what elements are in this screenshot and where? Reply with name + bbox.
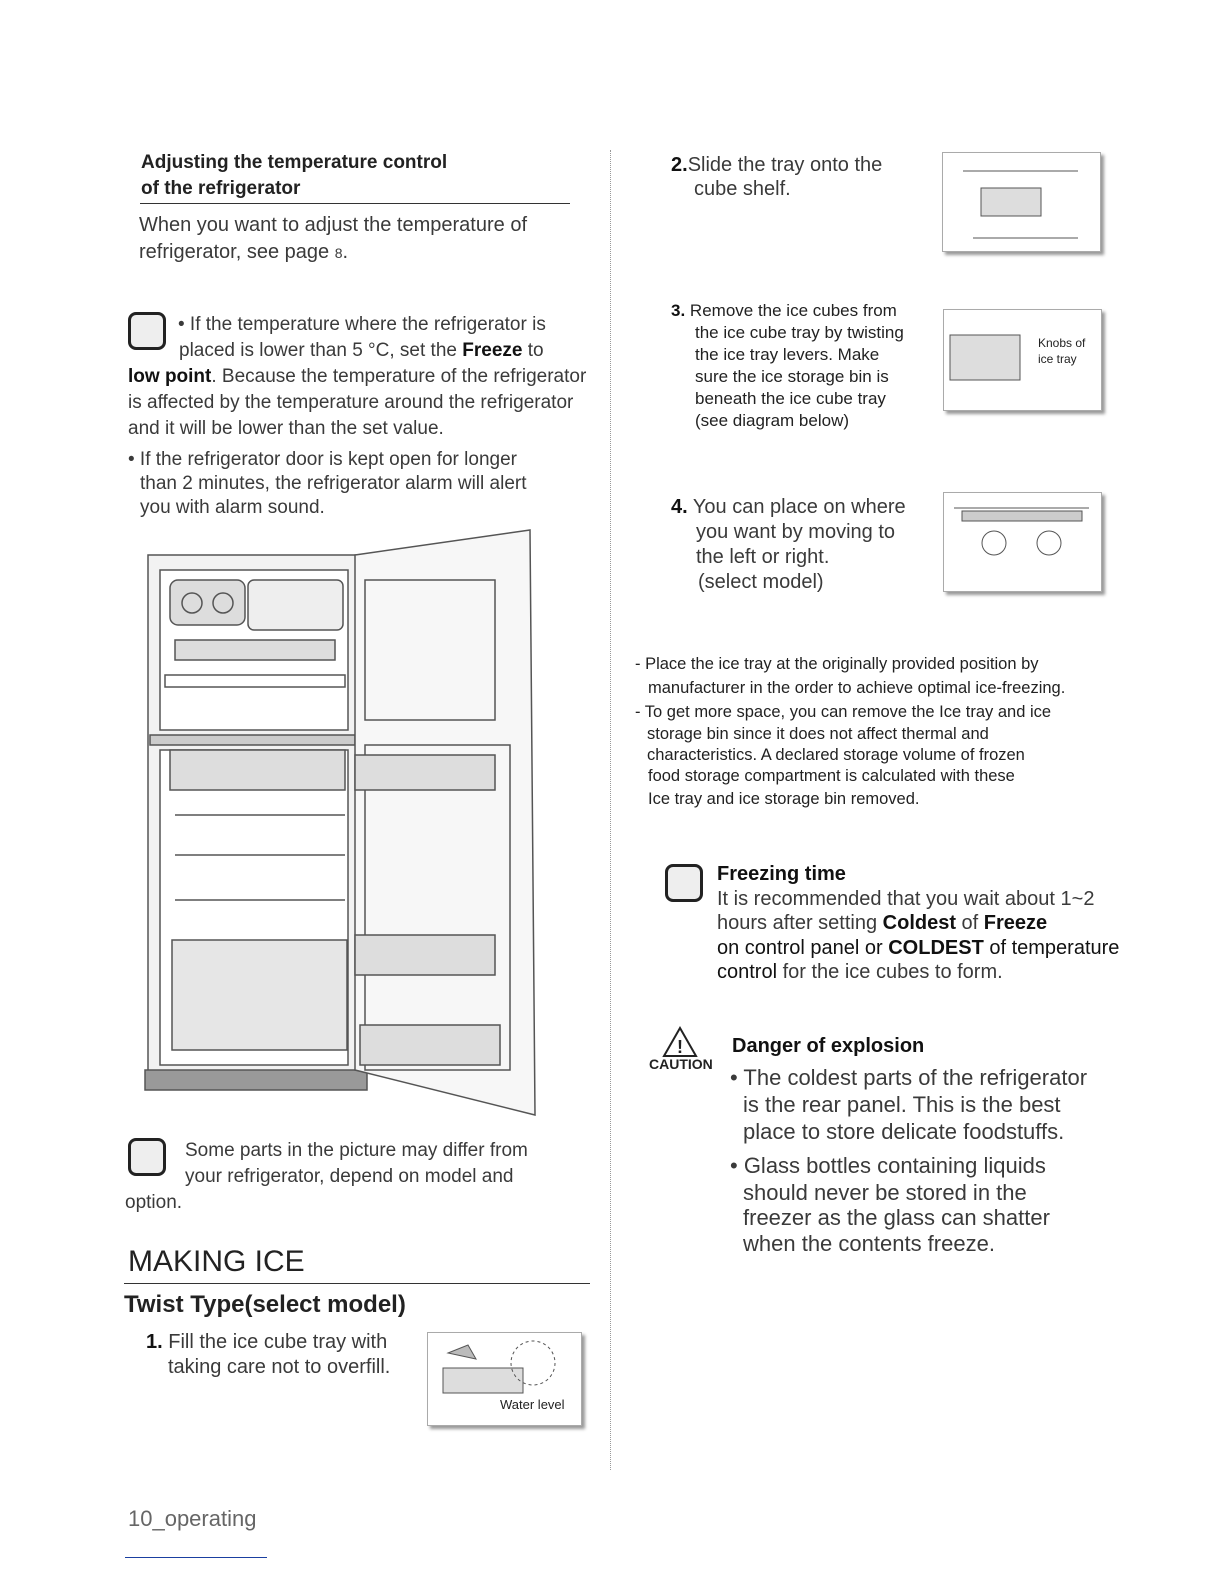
note-line: placed is lower than 5 °C, set the	[179, 340, 463, 361]
step-number: 4.	[671, 496, 688, 518]
note-line: Ice tray and ice storage bin removed.	[648, 790, 920, 808]
making-ice-subtitle: Twist Type(select model)	[124, 1291, 406, 1318]
warning-triangle-icon	[662, 1026, 698, 1058]
note-line: option.	[125, 1192, 183, 1213]
note-line: than 2 minutes, the refrigerator alarm will alert	[140, 473, 527, 494]
step-line: sure the ice storage bin is	[695, 367, 889, 386]
step-line: you want by moving to	[696, 521, 895, 543]
note-line: food storage compartment is calculated with these	[648, 767, 1015, 785]
label-line: Knobs of	[1038, 336, 1086, 350]
step-line: beneath the ice cube tray	[695, 389, 886, 408]
move-tray-figure	[943, 492, 1102, 592]
step-line: the ice tray levers. Make	[695, 345, 880, 364]
note-line: • If the refrigerator door is kept open for longer	[128, 449, 517, 470]
step-line: (select model)	[698, 571, 824, 593]
caution-title: Danger of explosion	[732, 1035, 925, 1057]
water-level-label: Water level	[500, 1397, 565, 1412]
column-divider	[610, 150, 611, 1470]
step-line: (see diagram below)	[695, 411, 850, 430]
freezing-time-title: Freezing time	[717, 863, 846, 885]
note-line: on control panel or	[717, 936, 889, 959]
bold-term: Freeze	[983, 912, 1048, 934]
caution-line: when the contents freeze.	[743, 1231, 995, 1256]
section-heading	[141, 150, 447, 202]
refrigerator-illustration	[140, 525, 540, 1125]
step-line: cube shelf.	[694, 178, 791, 200]
page-footer-label: 10_operating	[128, 1506, 257, 1531]
heading-line: of the refrigerator	[141, 178, 301, 199]
move-tray-illustration	[944, 493, 1099, 589]
bold-term: low point	[128, 366, 212, 387]
caution-bullets	[730, 1064, 1087, 1257]
step-line: the ice cube tray by twisting	[695, 323, 904, 342]
cube-shelf-illustration	[943, 153, 1098, 249]
caution-line: place to store delicate foodstuffs.	[743, 1119, 1065, 1144]
caution-line: should never be stored in the	[743, 1180, 1027, 1205]
note-line: • If the temperature where the refrigerator is	[178, 314, 546, 335]
body-line: When you want to adjust the temperature of	[139, 214, 527, 236]
caution-line: • The coldest parts of the refrigerator	[730, 1065, 1088, 1090]
step-1	[146, 1330, 390, 1380]
fill-tray-figure	[427, 1332, 582, 1426]
knobs-label	[1038, 335, 1085, 367]
note-line: control	[717, 961, 778, 983]
ice-tray-notes	[635, 652, 1065, 811]
step-line: You can place on where	[692, 496, 906, 518]
note-line: manufacturer in the order to achieve optimal ice-freezing.	[648, 679, 1066, 697]
note-line: is affected by the temperature around the refrigerator	[128, 392, 574, 413]
bold-term: Freeze	[462, 340, 523, 361]
heading-line: Adjusting the temperature control	[141, 152, 448, 173]
label-line: ice tray	[1038, 352, 1077, 366]
note-line: Some parts in the picture may differ from	[185, 1140, 528, 1161]
page-ref: 8	[334, 245, 343, 261]
step-4	[671, 495, 906, 595]
note-temperature	[128, 312, 608, 520]
section-body	[139, 212, 527, 267]
note-line: to	[522, 340, 544, 361]
ice-tray-illustration	[428, 1333, 578, 1403]
note-line: your refrigerator, depend on model and	[185, 1166, 514, 1187]
note-line: It is recommended that you wait about 1~2	[717, 887, 1095, 910]
step-2	[671, 153, 882, 201]
body-line: refrigerator, see page	[139, 241, 330, 263]
punct: .	[342, 241, 349, 263]
step-line: taking care not to overfill.	[168, 1356, 391, 1378]
note-line: . Because the temperature of the refrigerator	[211, 366, 587, 387]
making-ice-title: MAKING ICE	[128, 1245, 305, 1278]
step-3	[671, 300, 904, 432]
caution-line: freezer as the glass can shatter	[743, 1205, 1050, 1230]
title-rule	[124, 1283, 590, 1284]
bold-term: COLDEST	[888, 936, 984, 959]
note-line: characteristics. A declared storage volume of frozen	[647, 746, 1025, 764]
caution-line: is the rear panel. This is the best	[743, 1092, 1061, 1117]
twist-tray-figure	[943, 309, 1102, 411]
heading-rule	[140, 203, 570, 204]
note-line: for the ice cubes to form.	[777, 961, 1003, 983]
step-number: 1.	[146, 1331, 163, 1353]
note-line: of temperature	[983, 936, 1120, 959]
note-line: of	[956, 912, 984, 934]
svg-text:!: !	[677, 1037, 683, 1057]
note-picture-differ	[125, 1138, 605, 1216]
step-line: Fill the ice cube tray with	[168, 1331, 388, 1353]
slide-tray-figure	[942, 152, 1101, 252]
step-number: 2.	[671, 154, 688, 176]
caution-line: • Glass bottles containing liquids	[730, 1153, 1046, 1178]
step-number: 3.	[671, 301, 686, 320]
footer-rule	[125, 1557, 267, 1558]
step-line: Slide the tray onto the	[687, 154, 883, 176]
freezing-time-note	[717, 862, 1119, 985]
note-line: - To get more space, you can remove the Ice tray and ice	[635, 703, 1052, 721]
step-line: the left or right.	[696, 546, 830, 568]
note-line: storage bin since it does not affect thermal and	[647, 725, 989, 743]
note-line: hours after setting	[717, 912, 883, 934]
note-line: and it will be lower than the set value.	[128, 418, 444, 439]
twist-lever-illustration	[944, 310, 1024, 410]
note-line: - Place the ice tray at the originally provided position by	[635, 655, 1039, 673]
note-line: you with alarm sound.	[140, 497, 325, 518]
caution-label: CAUTION	[649, 1056, 713, 1072]
bold-term: Coldest	[882, 912, 956, 934]
step-line: Remove the ice cubes from	[689, 301, 897, 320]
note-icon	[665, 864, 703, 902]
